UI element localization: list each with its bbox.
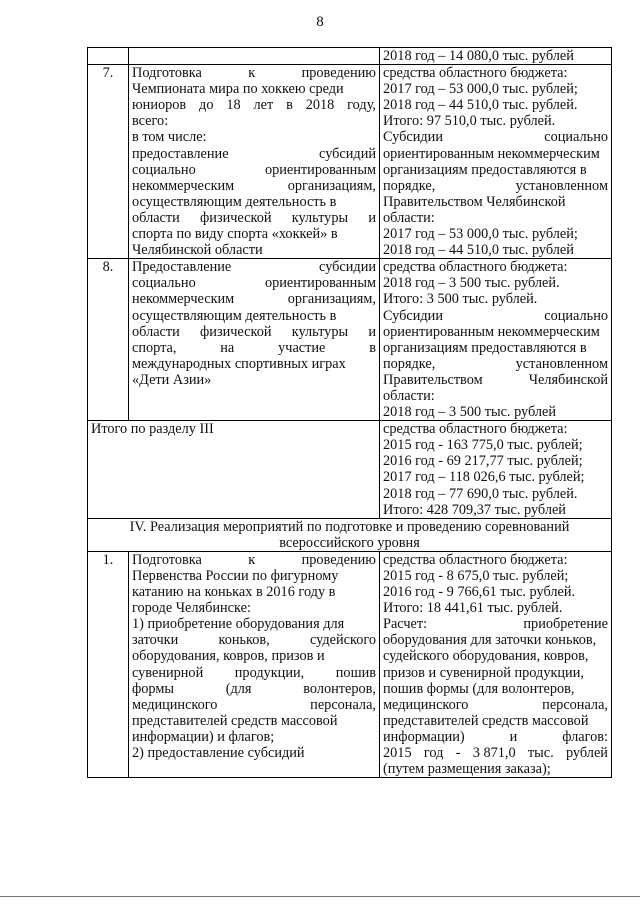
activity-description [129, 65, 380, 259]
word: Подготовка [132, 65, 202, 82]
text-line: средства областного бюджета: [383, 259, 568, 276]
text-line [132, 291, 376, 307]
funding-details [380, 65, 612, 259]
text-line: спорта по виду спорта «хоккей» в [132, 226, 338, 243]
text-line: Итого: 3 500 тыс. рублей. [383, 291, 538, 308]
text-line: осуществляющим деятельность в [132, 193, 337, 210]
text-line [132, 146, 376, 162]
section-header-row [88, 518, 612, 551]
text-line [132, 632, 376, 648]
text-line [132, 65, 376, 81]
word: к [248, 65, 256, 82]
word: тыс. [527, 745, 554, 762]
text-line: пошив формы (для волонтеров, [383, 680, 575, 697]
program-table [87, 47, 612, 778]
text-line: 2017 год – 53 000,0 тыс. рублей; [383, 226, 578, 243]
text-line: 2) предоставление субсидий [132, 745, 305, 762]
word: ориентированным [264, 161, 376, 178]
word: порядке, [383, 355, 436, 372]
word: Предоставление [132, 259, 232, 276]
text-line [383, 616, 608, 632]
word: спорта, [132, 339, 177, 356]
text-line: Челябинской области [132, 242, 263, 259]
word: продукции, [234, 664, 305, 681]
word: порядке, [383, 177, 436, 194]
text-line: 2018 год – 44 510,0 тыс. рублей. [383, 97, 578, 114]
activity-description [129, 48, 380, 65]
word: медицинского [132, 696, 218, 713]
section-title: IV. Реализация мероприятий по подготовке и проведению соревнований всероссийского уровня [88, 518, 612, 551]
section-total-funding [380, 421, 612, 519]
word: области [132, 209, 180, 226]
text-line: оборудования, ковров, призов и [132, 648, 325, 665]
text-line: Правительством Челябинской [383, 193, 566, 210]
text-line [132, 697, 376, 713]
text-line: организациям предоставляются в [383, 339, 587, 356]
word: в [369, 339, 376, 356]
word: проведению [301, 65, 376, 82]
funding-details [380, 551, 612, 777]
text-line: представителей средств массовой [383, 712, 589, 729]
word: юниоров [132, 97, 187, 114]
text-line [383, 372, 608, 388]
text-line [383, 178, 608, 194]
text-line: призов и сувенирной продукции, [383, 664, 584, 681]
word: культуры [291, 323, 349, 340]
word: социально [544, 129, 608, 146]
word: физической [200, 323, 272, 340]
text-line: ориентированным некоммерческим [383, 145, 600, 162]
section-total-row [88, 421, 612, 519]
text-line: «Дети Азии» [132, 371, 212, 388]
word: социально [544, 307, 608, 324]
word: и [509, 728, 518, 745]
text-line: 2016 год - 69 217,77 тыс. рублей; [383, 453, 583, 470]
text-line: 2018 год – 44 510,0 тыс. рублей [383, 242, 574, 259]
word: субсидий [319, 145, 376, 162]
word: социально [132, 275, 196, 292]
text-line [132, 552, 376, 568]
text-line [383, 729, 608, 745]
row-number: 7. [88, 65, 129, 259]
text-line: Итого: 428 709,37 тыс. рублей [383, 501, 566, 518]
word: проведению [301, 551, 376, 568]
page-bottom-line [0, 896, 640, 897]
text-line: 2016 год - 9 766,61 тыс. рублей. [383, 584, 576, 601]
text-line: информации) и флагов; [132, 728, 275, 745]
word: на [220, 339, 235, 356]
word: установленном [515, 177, 608, 194]
word: предоставление [132, 145, 229, 162]
text-line: организациям предоставляются в [383, 161, 587, 178]
funding-details [380, 48, 612, 65]
word: волонтеров, [303, 680, 376, 697]
text-line [383, 745, 608, 761]
word: участие [278, 339, 326, 356]
text-line: области: [383, 387, 435, 404]
text-line: международных спортивных играх [132, 355, 346, 372]
text-line [132, 178, 376, 194]
word: персонала, [542, 696, 608, 713]
text-line: городе Челябинске: [132, 600, 251, 617]
word: судейского [309, 632, 376, 649]
word: приобретение [523, 616, 608, 633]
row-number: 1. [88, 551, 129, 777]
text-line: 1) приобретение оборудования для [132, 616, 345, 633]
word: до [199, 97, 214, 114]
word: некоммерческим [132, 177, 235, 194]
text-line: судейского оборудования, ковров, [383, 648, 589, 665]
word: 3 871,0 [472, 745, 516, 762]
word: сувенирной [132, 664, 204, 681]
word: 2015 [383, 745, 412, 762]
table-row [88, 259, 612, 421]
text-line [132, 162, 376, 178]
word: (для [225, 680, 252, 697]
text-line: 2015 год - 8 675,0 тыс. рублей; [383, 568, 569, 584]
activity-description [129, 259, 380, 421]
text-line [132, 97, 376, 113]
text-line: 2018 год – 3 500 тыс. рублей. [383, 275, 560, 292]
text-line [383, 308, 608, 324]
text-line: 2015 год - 163 775,0 тыс. рублей; [383, 437, 583, 454]
text-line: всего: [132, 113, 169, 130]
text-line [132, 340, 376, 356]
text-line: 2018 год – 3 500 тыс. рублей [383, 404, 557, 421]
page-number: 8 [316, 14, 324, 30]
text-line: средства областного бюджета: [383, 421, 568, 438]
word: 2018 [305, 97, 335, 114]
word: формы [132, 680, 174, 697]
word: информации) [383, 728, 465, 745]
word: Правительством [383, 371, 483, 388]
text-line: средства областного бюджета: [383, 551, 568, 568]
word: 18 [226, 97, 241, 114]
table-row [88, 48, 612, 65]
text-line: 2017 год – 53 000,0 тыс. рублей; [383, 81, 578, 98]
text-line [383, 356, 608, 372]
word: и [368, 209, 376, 226]
word: организациям, [287, 291, 376, 308]
text-line: катанию на коньках в 2016 году в [132, 584, 336, 601]
word: культуры [291, 209, 349, 226]
text-line [132, 324, 376, 340]
text-line: Итого: 97 510,0 тыс. рублей. [383, 113, 556, 130]
text-line [383, 697, 608, 713]
word: некоммерческим [132, 291, 235, 308]
text-line: Чемпионата мира по хоккею среди [132, 81, 344, 98]
word: Подготовка [132, 551, 202, 568]
word: субсидии [319, 259, 376, 276]
table-row [88, 551, 612, 777]
word: пошив [335, 664, 376, 681]
word: год [423, 745, 444, 762]
word: заточки [132, 632, 179, 649]
text-line: 2017 год – 118 026,6 тыс. рублей; [383, 469, 585, 486]
text-line [132, 665, 376, 681]
word: организациям, [287, 177, 376, 194]
word: к [248, 551, 256, 568]
word: социально [132, 161, 196, 178]
text-line: представителей средств массовой [132, 712, 338, 729]
row-number: 8. [88, 259, 129, 421]
text-line [132, 275, 376, 291]
text-line: оборудования для заточки коньков, [383, 632, 597, 649]
word: коньков, [218, 632, 270, 649]
table-row [88, 65, 612, 259]
text-line: 2018 год – 77 690,0 тыс. рублей. [383, 485, 578, 502]
text-line: Первенства России по фигурному [132, 568, 339, 584]
word: персонала, [310, 696, 376, 713]
word: лет [253, 97, 274, 114]
word: Субсидии [383, 307, 443, 324]
text-line: Итого: 18 441,61 тыс. рублей. [383, 600, 563, 617]
word: ориентированным [264, 275, 376, 292]
word: и [368, 323, 376, 340]
word: Челябинской [528, 371, 608, 388]
text-line: области: [383, 209, 435, 226]
text-line: ориентированным некоммерческим [383, 323, 600, 340]
text-line: 2018 год – 14 080,0 тыс. рублей [383, 48, 574, 64]
section-total-label: Итого по разделу III [88, 421, 380, 519]
text-line: осуществляющим деятельность в [132, 307, 337, 324]
text-line: в том числе: [132, 129, 207, 146]
word: - [455, 745, 461, 762]
word: году, [347, 97, 376, 114]
text-line: средства областного бюджета: [383, 65, 568, 82]
row-number [88, 48, 129, 65]
word: в [286, 97, 293, 114]
funding-details [380, 259, 612, 421]
word: области [132, 323, 180, 340]
word: Субсидии [383, 129, 443, 146]
word: рублей [565, 745, 608, 762]
text-line [132, 681, 376, 697]
text-line [132, 259, 376, 275]
activity-description [129, 551, 380, 777]
text-line [383, 129, 608, 145]
word: Расчет: [383, 616, 428, 633]
word: установленном [515, 355, 608, 372]
word: медицинского [383, 696, 469, 713]
word: физической [200, 209, 272, 226]
text-line [132, 210, 376, 226]
text-line: (путем размещения заказа); [383, 761, 551, 778]
word: флагов: [562, 728, 608, 745]
